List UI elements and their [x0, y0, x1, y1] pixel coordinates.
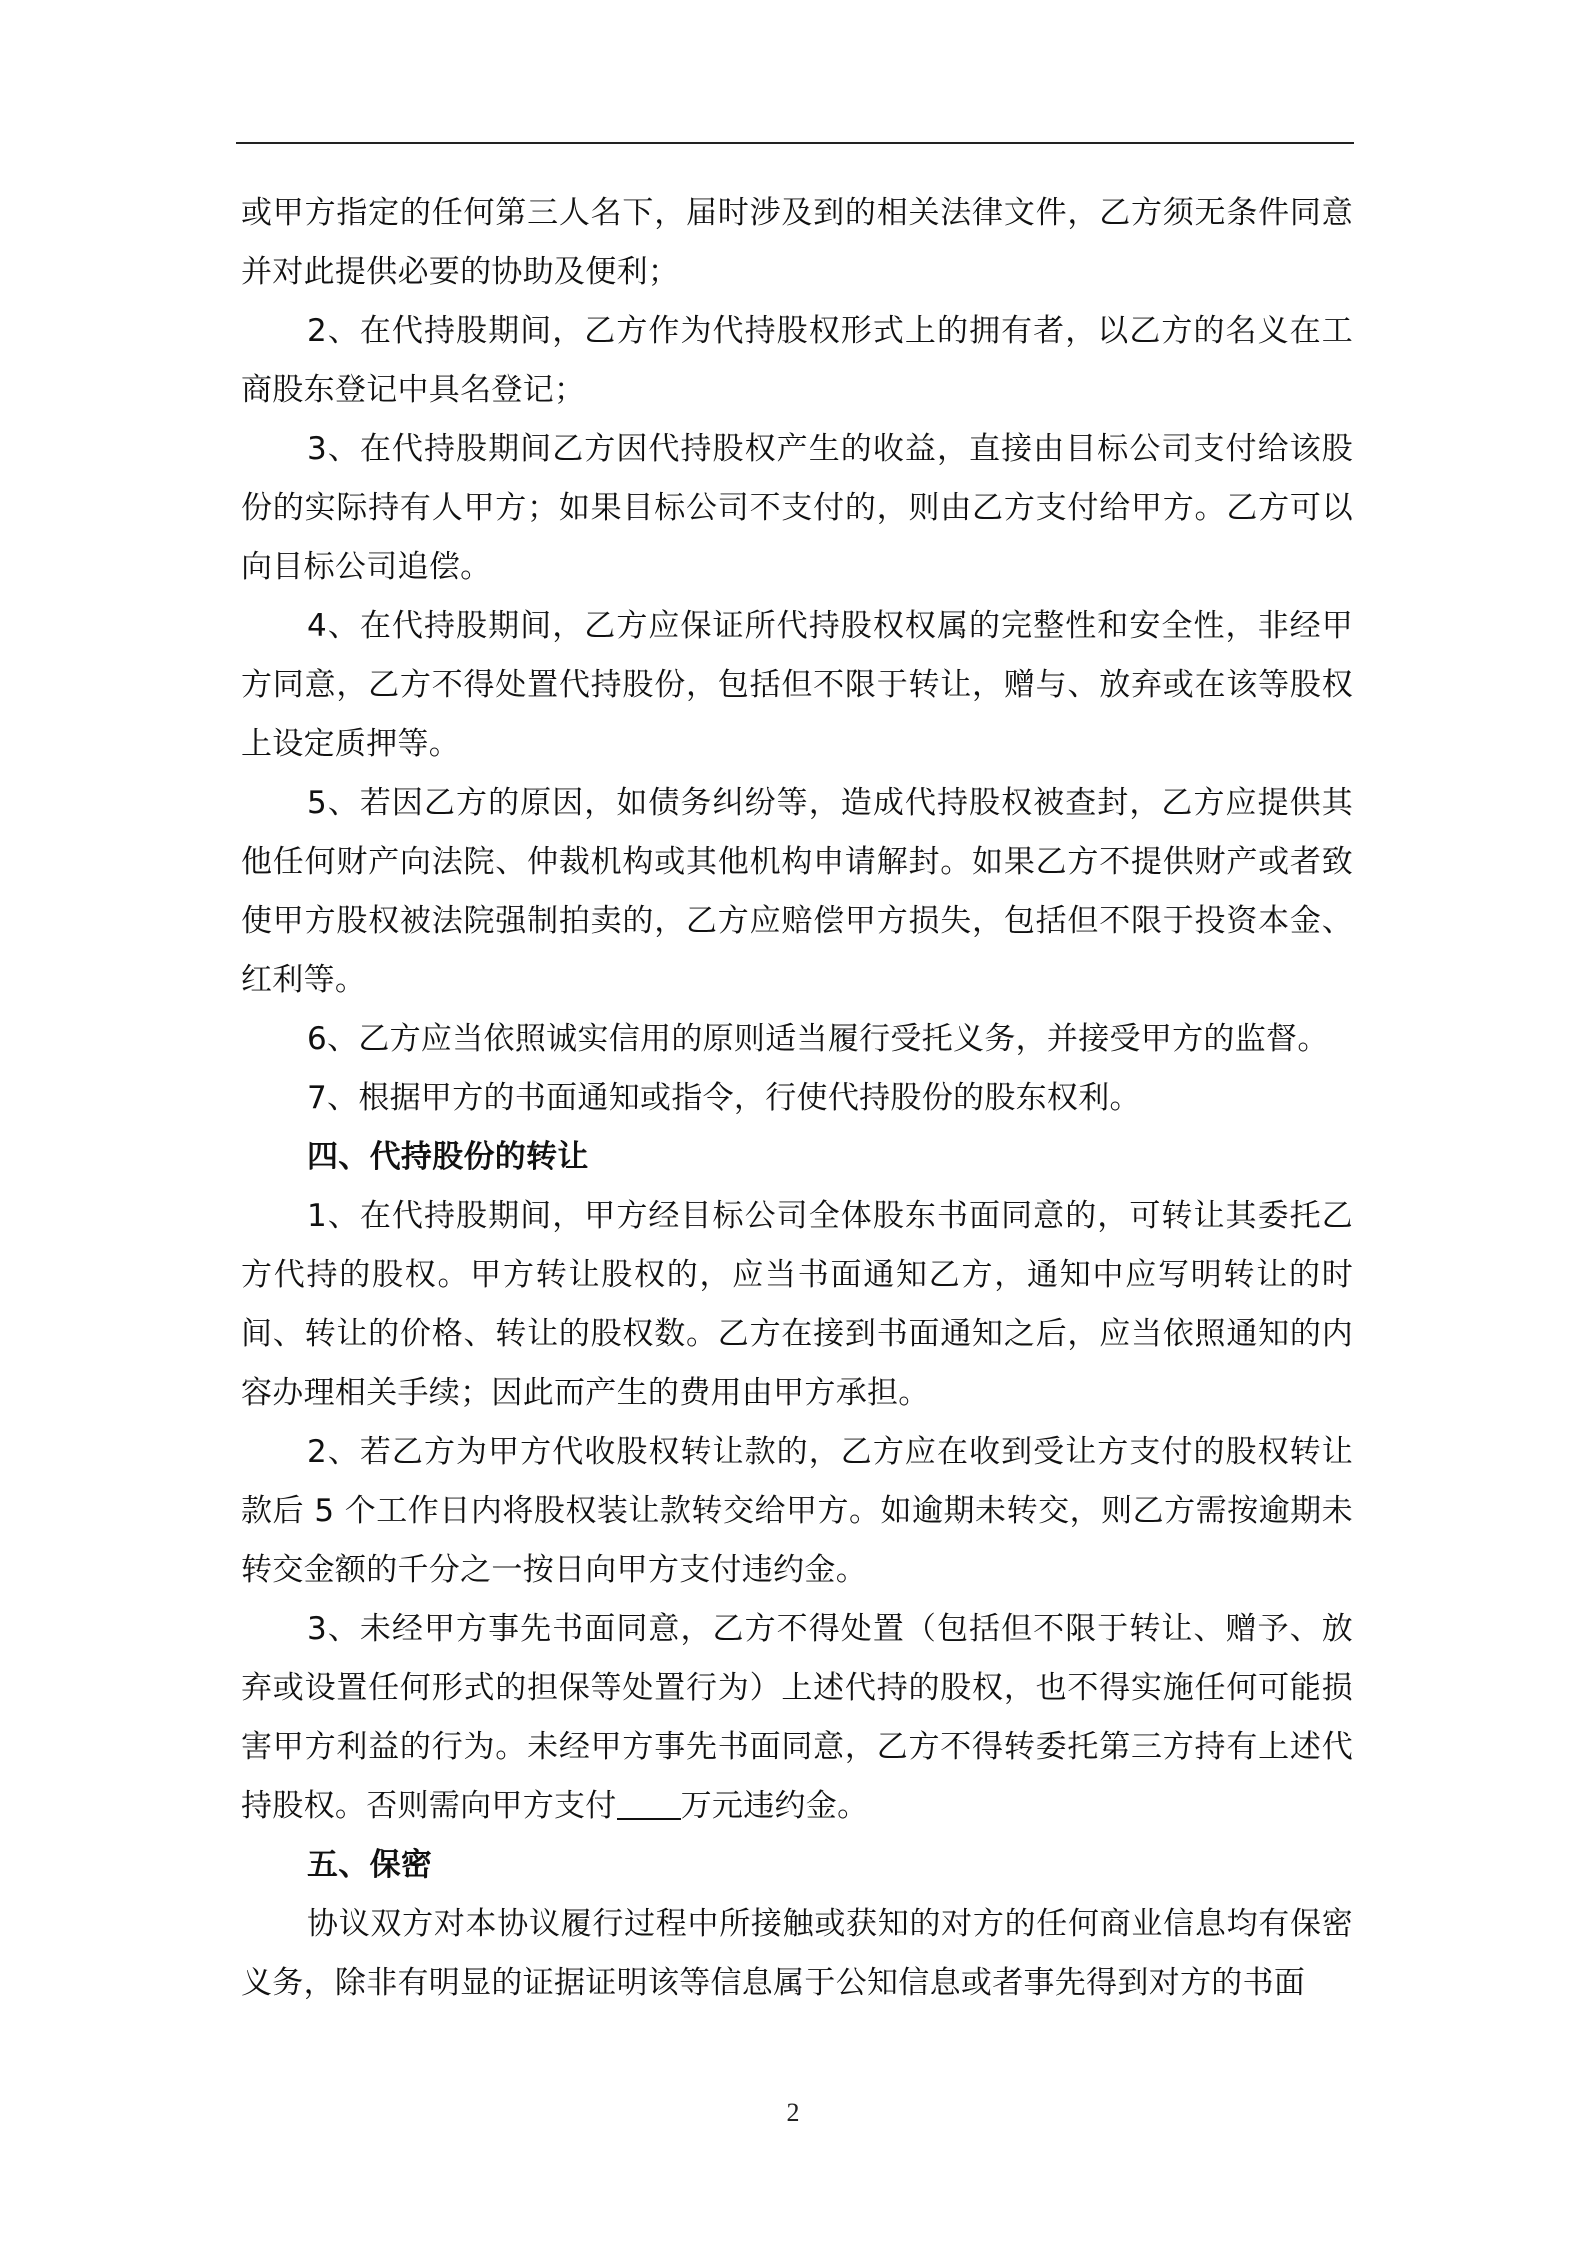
penalty-amount-blank: [617, 1788, 681, 1820]
transfer-clause-1: 1、在代持股期间，甲方经目标公司全体股东书面同意的，可转让其委托乙方代持的股权。甲方转让股权的，应当书面通知乙方，通知中应写明转让的时间、转让的价格、转让的股权数。乙方在接到书面通知之后，应当依照通知的内容办理相关手续；因此而产生的费用由甲方承担。: [241, 1198, 1353, 1411]
clause-4: 4、在代持股期间，乙方应保证所代持股权权属的完整性和安全性，非经甲方同意，乙方不得处置代持股份，包括但不限于转让，赠与、放弃或在该等股权上设定质押等。: [241, 608, 1353, 762]
confidentiality-clause: 协议双方对本协议履行过程中所接触或获知的对方的任何商业信息均有保密义务，除非有明显的证据证明该等信息属于公知信息或者事先得到对方的书面: [241, 1906, 1353, 2001]
section-heading-confidentiality: 五、保密: [307, 1847, 433, 1883]
section-heading-transfer: 四、代持股份的转让: [307, 1139, 589, 1175]
clause-6: 6、乙方应当依照诚实信用的原则适当履行受托义务，并接受甲方的监督。: [307, 1021, 1329, 1057]
transfer-clause-3: [241, 1600, 1353, 1836]
header-rule: [236, 142, 1354, 144]
clause-5: 5、若因乙方的原因，如债务纠纷等，造成代持股权被查封，乙方应提供其他任何财产向法院、仲裁机构或其他机构申请解封。如果乙方不提供财产或者致使甲方股权被法院强制拍卖的，乙方应赔偿甲方损失，包括但不限于投资本金、红利等。: [241, 785, 1353, 998]
document-body: [241, 184, 1353, 2013]
transfer-clause-3-text: 3、未经甲方事先书面同意，乙方不得处置（包括但不限于转让、赠予、放弃或设置任何形式的担保等处置行为）上述代持的股权，也不得实施任何可能损害甲方利益的行为。未经甲方事先书面同意，乙方不得转委托第三方持有上述代持股权。否则需向甲方支付: [241, 1611, 1353, 1824]
clause-7: 7、根据甲方的书面通知或指令，行使代持股份的股东权利。: [307, 1080, 1141, 1116]
clause-3: 3、在代持股期间乙方因代持股权产生的收益，直接由目标公司支付给该股份的实际持有人甲方；如果目标公司不支付的，则由乙方支付给甲方。乙方可以向目标公司追偿。: [241, 431, 1353, 585]
transfer-clause-3-tail: 万元违约金。: [680, 1788, 869, 1824]
page-number: 2: [786, 2098, 800, 2127]
transfer-clause-2: 2、若乙方为甲方代收股权转让款的，乙方应在收到受让方支付的股权转让款后 5 个工作日内将股权装让款转交给甲方。如逾期未转交，则乙方需按逾期未转交金额的千分之一按日向甲方支付违约金。: [241, 1434, 1353, 1588]
paragraph-continued: 或甲方指定的任何第三人名下，届时涉及到的相关法律文件，乙方须无条件同意并对此提供必要的协助及便利；: [241, 195, 1353, 290]
clause-2: 2、在代持股期间，乙方作为代持股权形式上的拥有者，以乙方的名义在工商股东登记中具名登记；: [241, 313, 1353, 408]
